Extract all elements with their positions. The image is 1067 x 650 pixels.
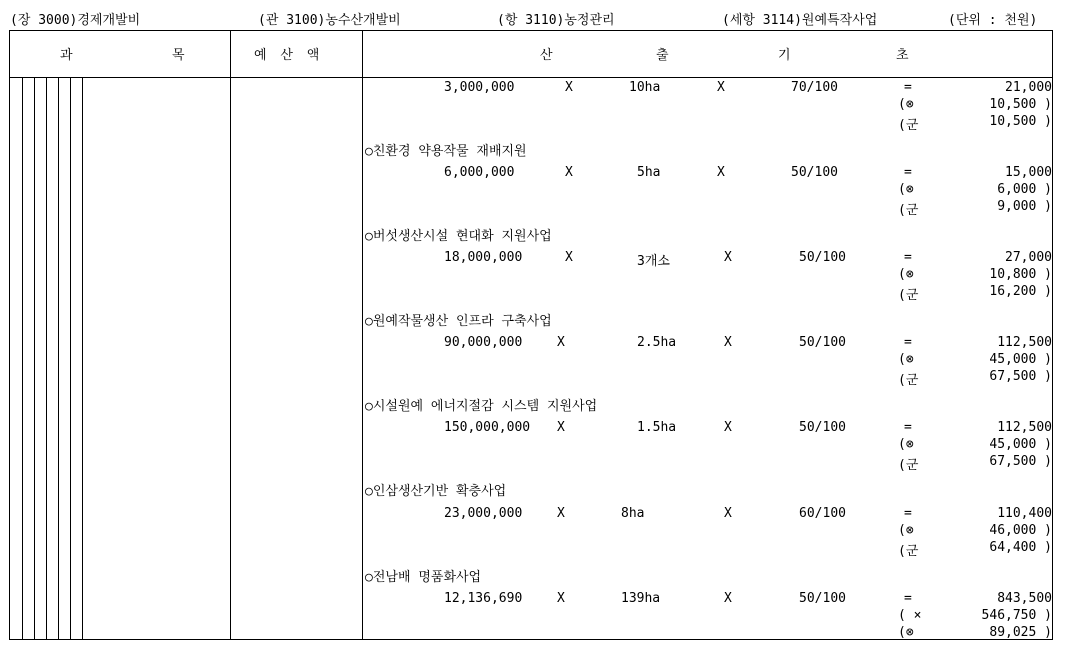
multiply-sign: X bbox=[724, 506, 732, 521]
quantity: 3개소 bbox=[637, 254, 670, 269]
gwamok-subline bbox=[82, 78, 83, 640]
equals-sign: = bbox=[904, 80, 912, 95]
gwamok-subline bbox=[70, 78, 71, 640]
share-amount: 546,750 ) bbox=[981, 608, 1052, 623]
share-amount: 16,200 ) bbox=[989, 284, 1052, 299]
total-amount: 110,400 bbox=[997, 506, 1052, 521]
table-header-divider bbox=[9, 77, 1053, 78]
share-label: ( × bbox=[898, 608, 922, 623]
multiply-sign: X bbox=[557, 335, 565, 350]
share-amount: 46,000 ) bbox=[989, 523, 1052, 538]
multiply-sign: X bbox=[565, 250, 573, 265]
gwamok-subline bbox=[46, 78, 47, 640]
unit-price: 23,000,000 bbox=[444, 506, 523, 521]
column-divider-calc bbox=[362, 30, 363, 640]
equals-sign: = bbox=[904, 506, 912, 521]
ratio: 60/100 bbox=[799, 506, 846, 521]
quantity: 10ha bbox=[629, 80, 661, 95]
project-title: ○버섯생산시설 현대화 지원사업 bbox=[365, 229, 552, 244]
share-amount: 64,400 ) bbox=[989, 540, 1052, 555]
gwamok-subline bbox=[58, 78, 59, 640]
share-amount: 89,025 ) bbox=[989, 625, 1052, 640]
ratio: 50/100 bbox=[791, 165, 838, 180]
equals-sign: = bbox=[904, 420, 912, 435]
column-header-gwamok-2: 목 bbox=[172, 48, 185, 63]
multiply-sign: X bbox=[717, 165, 725, 180]
quantity: 139ha bbox=[621, 591, 661, 606]
share-label: (⊗ bbox=[898, 182, 914, 197]
gwamok-subline bbox=[22, 78, 23, 640]
share-amount: 45,000 ) bbox=[989, 352, 1052, 367]
total-amount: 843,500 bbox=[997, 591, 1052, 606]
total-amount: 112,500 bbox=[997, 420, 1052, 435]
column-header-gwamok-1: 과 bbox=[60, 48, 73, 63]
column-header-calc-3: 기 bbox=[778, 48, 791, 63]
equals-sign: = bbox=[904, 165, 912, 180]
ratio: 50/100 bbox=[799, 335, 846, 350]
project-title: ○친환경 약용작물 재배지원 bbox=[365, 144, 527, 159]
multiply-sign: X bbox=[565, 165, 573, 180]
equals-sign: = bbox=[904, 335, 912, 350]
column-header-calc-4: 초 bbox=[896, 48, 909, 63]
share-label: (군 bbox=[898, 288, 919, 303]
unit-price: 18,000,000 bbox=[444, 250, 523, 265]
multiply-sign: X bbox=[557, 591, 565, 606]
project-title: ○인삼생산기반 확충사업 bbox=[365, 484, 507, 499]
header-gwan: (관 3100)농수산개발비 bbox=[258, 13, 401, 28]
share-label: (⊗ bbox=[898, 437, 914, 452]
share-amount: 10,500 ) bbox=[989, 97, 1052, 112]
equals-sign: = bbox=[904, 250, 912, 265]
share-label: (⊗ bbox=[898, 523, 914, 538]
header-unit: (단위 : 천원) bbox=[948, 13, 1038, 28]
ratio: 70/100 bbox=[791, 80, 838, 95]
share-amount: 10,800 ) bbox=[989, 267, 1052, 282]
unit-price: 6,000,000 bbox=[444, 165, 515, 180]
ratio: 50/100 bbox=[799, 420, 846, 435]
total-amount: 27,000 bbox=[1005, 250, 1052, 265]
quantity: 2.5ha bbox=[637, 335, 677, 350]
multiply-sign: X bbox=[717, 80, 725, 95]
column-divider-budget bbox=[230, 30, 231, 640]
equals-sign: = bbox=[904, 591, 912, 606]
unit-price: 3,000,000 bbox=[444, 80, 515, 95]
quantity: 1.5ha bbox=[637, 420, 677, 435]
share-amount: 67,500 ) bbox=[989, 369, 1052, 384]
total-amount: 21,000 bbox=[1005, 80, 1052, 95]
unit-price: 150,000,000 bbox=[444, 420, 531, 435]
share-label: (군 bbox=[898, 118, 919, 133]
multiply-sign: X bbox=[565, 80, 573, 95]
share-amount: 6,000 ) bbox=[997, 182, 1052, 197]
multiply-sign: X bbox=[557, 506, 565, 521]
column-header-calc-1: 산 bbox=[540, 48, 553, 63]
share-amount: 45,000 ) bbox=[989, 437, 1052, 452]
header-sehang: (세항 3114)원예특작사업 bbox=[722, 13, 878, 28]
share-label: (군 bbox=[898, 544, 919, 559]
column-header-budget: 예 산 액 bbox=[254, 48, 323, 63]
share-label: (군 bbox=[898, 203, 919, 218]
unit-price: 90,000,000 bbox=[444, 335, 523, 350]
header-hang: (항 3110)농정관리 bbox=[497, 13, 615, 28]
quantity: 8ha bbox=[621, 506, 645, 521]
quantity: 5ha bbox=[637, 165, 661, 180]
project-title: ○전남배 명품화사업 bbox=[365, 570, 482, 585]
project-title: ○원예작물생산 인프라 구축사업 bbox=[365, 314, 552, 329]
header-jang: (장 3000)경제개발비 bbox=[10, 13, 141, 28]
multiply-sign: X bbox=[724, 335, 732, 350]
share-amount: 67,500 ) bbox=[989, 454, 1052, 469]
total-amount: 112,500 bbox=[997, 335, 1052, 350]
total-amount: 15,000 bbox=[1005, 165, 1052, 180]
share-label: (군 bbox=[898, 373, 919, 388]
project-title: ○시설원예 에너지절감 시스템 지원사업 bbox=[365, 399, 598, 414]
multiply-sign: X bbox=[724, 591, 732, 606]
share-label: (⊗ bbox=[898, 97, 914, 112]
ratio: 50/100 bbox=[799, 591, 846, 606]
share-label: (⊗ bbox=[898, 267, 914, 282]
share-label: (⊗ bbox=[898, 625, 914, 640]
multiply-sign: X bbox=[724, 250, 732, 265]
share-amount: 9,000 ) bbox=[997, 199, 1052, 214]
share-label: (⊗ bbox=[898, 352, 914, 367]
gwamok-subline bbox=[34, 78, 35, 640]
multiply-sign: X bbox=[557, 420, 565, 435]
budget-table-frame bbox=[9, 30, 1053, 640]
share-label: (군 bbox=[898, 458, 919, 473]
share-amount: 10,500 ) bbox=[989, 114, 1052, 129]
column-header-calc-2: 출 bbox=[656, 48, 669, 63]
unit-price: 12,136,690 bbox=[444, 591, 523, 606]
multiply-sign: X bbox=[724, 420, 732, 435]
ratio: 50/100 bbox=[799, 250, 846, 265]
